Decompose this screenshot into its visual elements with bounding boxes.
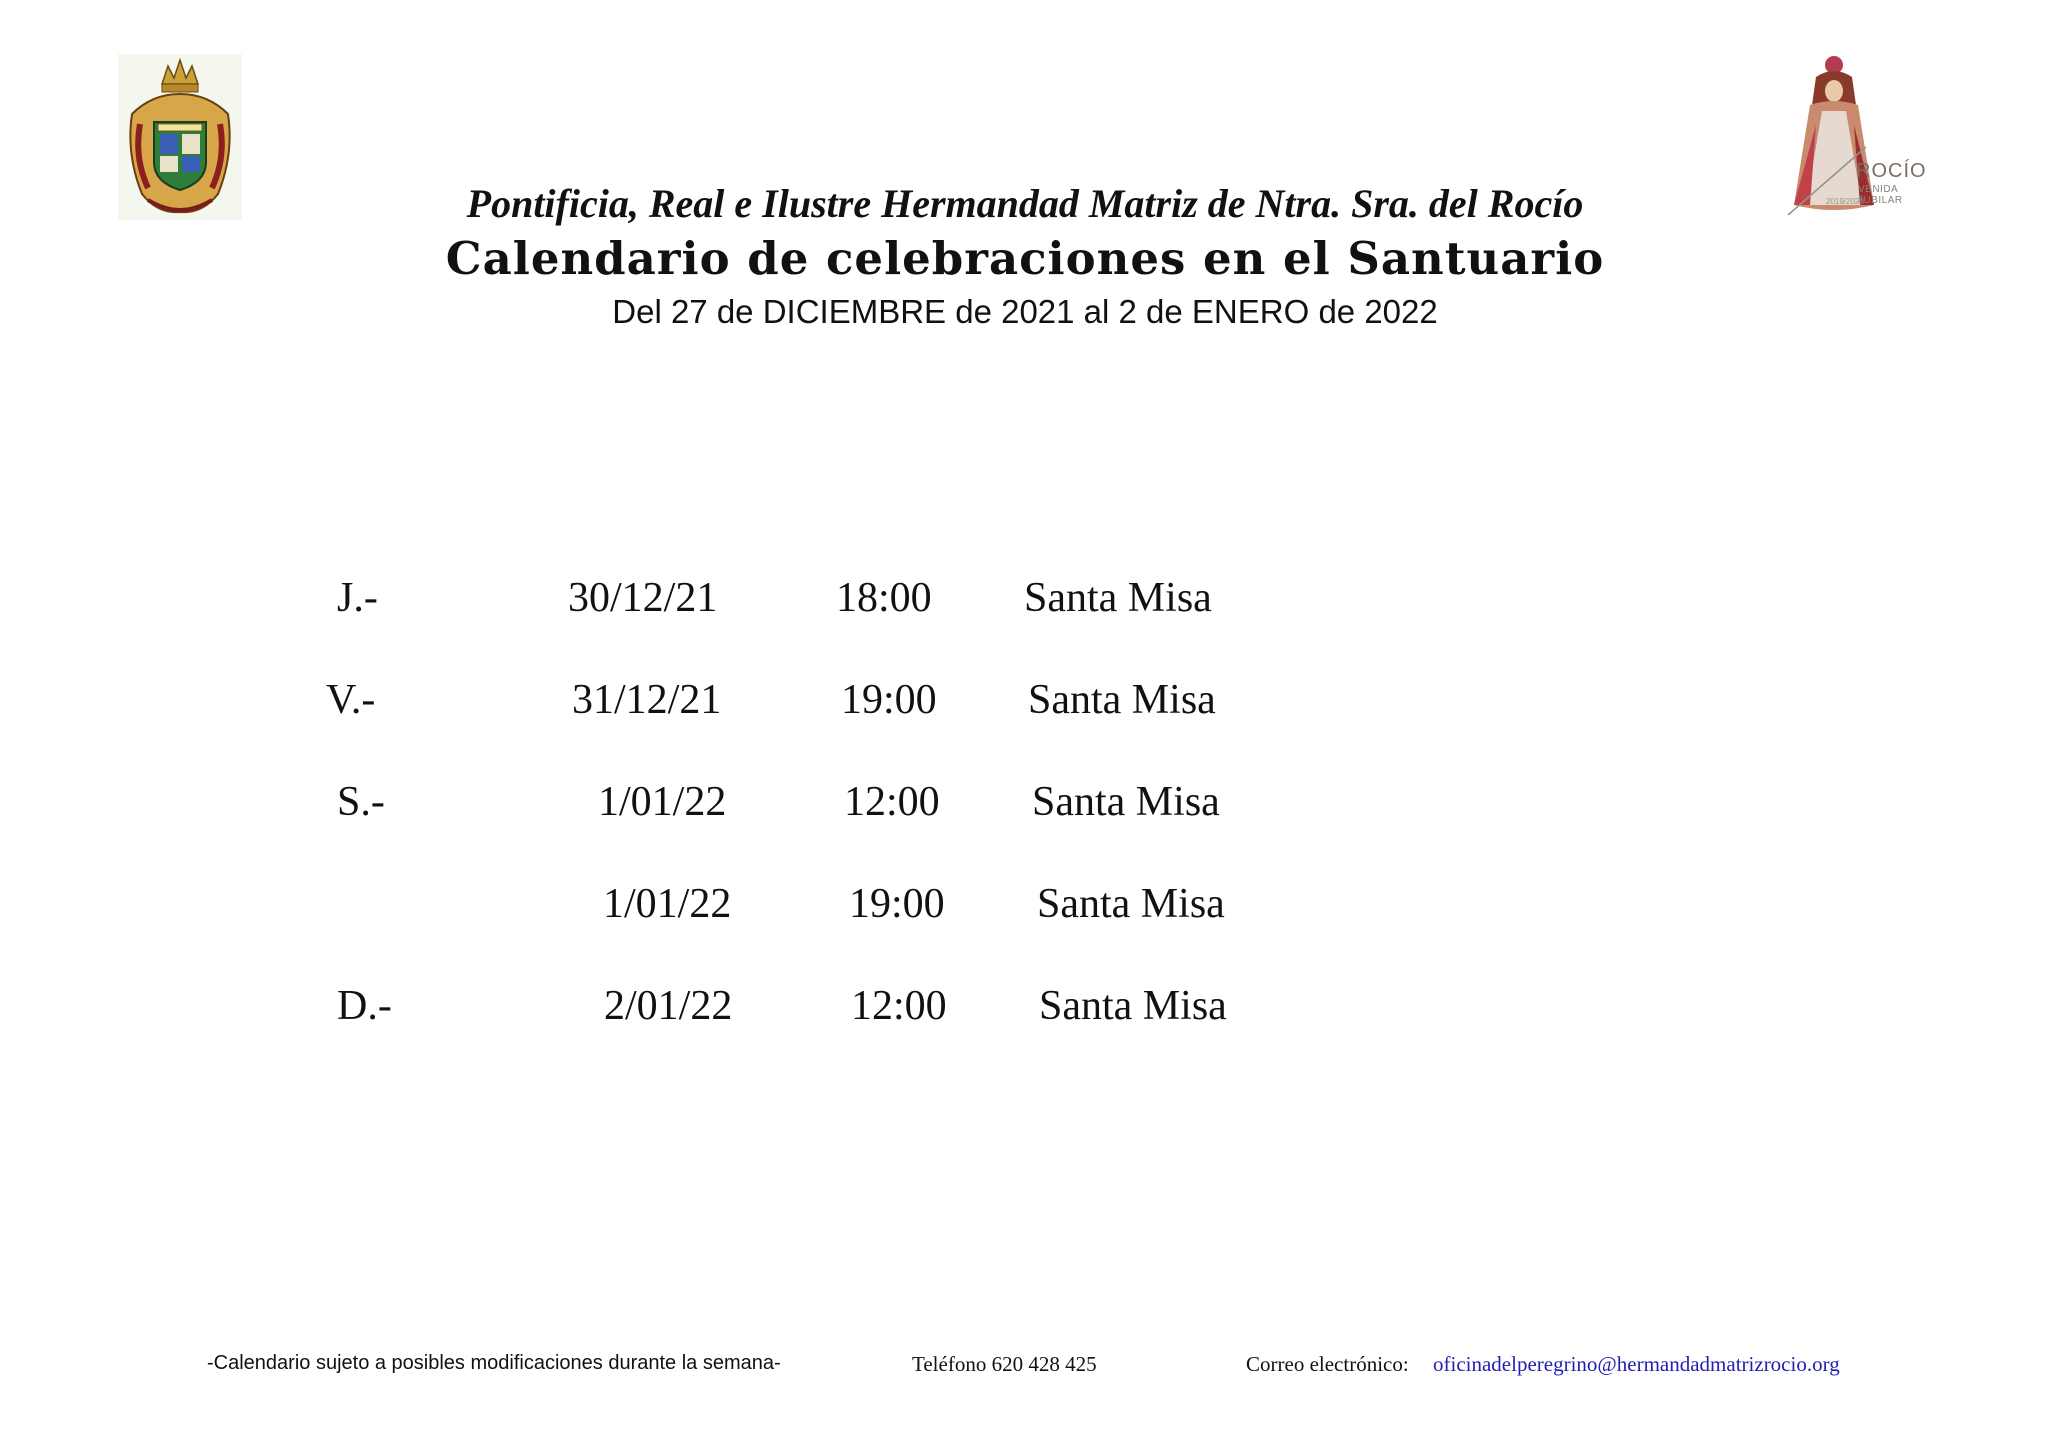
schedule-time: 12:00 <box>851 983 947 1029</box>
schedule-date: 2/01/22 <box>604 983 733 1029</box>
date-range: Del 27 de DICIEMBRE de 2021 al 2 de ENERO de 2022 <box>612 293 1438 330</box>
schedule-event: Santa Misa <box>1024 575 1212 621</box>
schedule-time: 12:00 <box>844 779 940 825</box>
schedule-event: Santa Misa <box>1028 677 1216 723</box>
footer-email-link[interactable]: oficinadelperegrino@hermandadmatrizrocio.org <box>1433 1352 1840 1376</box>
footer-note: -Calendario sujeto a posibles modificaciones durante la semana- <box>207 1352 781 1374</box>
schedule-date: 31/12/21 <box>572 677 722 723</box>
footer-email-label: Correo electrónico: <box>1246 1352 1409 1376</box>
schedule-event: Santa Misa <box>1039 983 1227 1029</box>
logo-word: ROCÍO <box>1856 160 1927 182</box>
schedule-date: 1/01/22 <box>598 779 727 825</box>
schedule-date: 30/12/21 <box>568 575 718 621</box>
organization-name: Pontificia, Real e Ilustre Hermandad Matriz de Ntra. Sra. del Rocío <box>466 181 1584 226</box>
schedule-date: 1/01/22 <box>603 881 732 927</box>
schedule-event: Santa Misa <box>1037 881 1225 927</box>
schedule-row <box>0 676 2048 736</box>
schedule-row <box>0 778 2048 838</box>
schedule-day: V.- <box>326 677 376 723</box>
schedule-row <box>0 880 2048 940</box>
schedule-time: 19:00 <box>841 677 937 723</box>
schedule-event: Santa Misa <box>1032 779 1220 825</box>
page-title: Calendario de celebraciones en el Santuario <box>445 232 1605 285</box>
logo-years: 2019/2020 <box>1826 197 1864 206</box>
rocio-venida-jubilar-logo <box>1770 55 1940 220</box>
hermandad-crest-icon <box>118 54 242 220</box>
schedule-time: 19:00 <box>849 881 945 927</box>
logo-subtitle: VENIDA JUBILAR <box>1858 184 1903 206</box>
schedule-day: J.- <box>337 575 378 621</box>
schedule-row <box>0 574 2048 634</box>
schedule-row <box>0 982 2048 1042</box>
schedule-time: 18:00 <box>836 575 932 621</box>
schedule-day: D.- <box>337 983 392 1029</box>
footer-phone: Teléfono 620 428 425 <box>912 1352 1097 1376</box>
schedule-day: S.- <box>337 779 385 825</box>
